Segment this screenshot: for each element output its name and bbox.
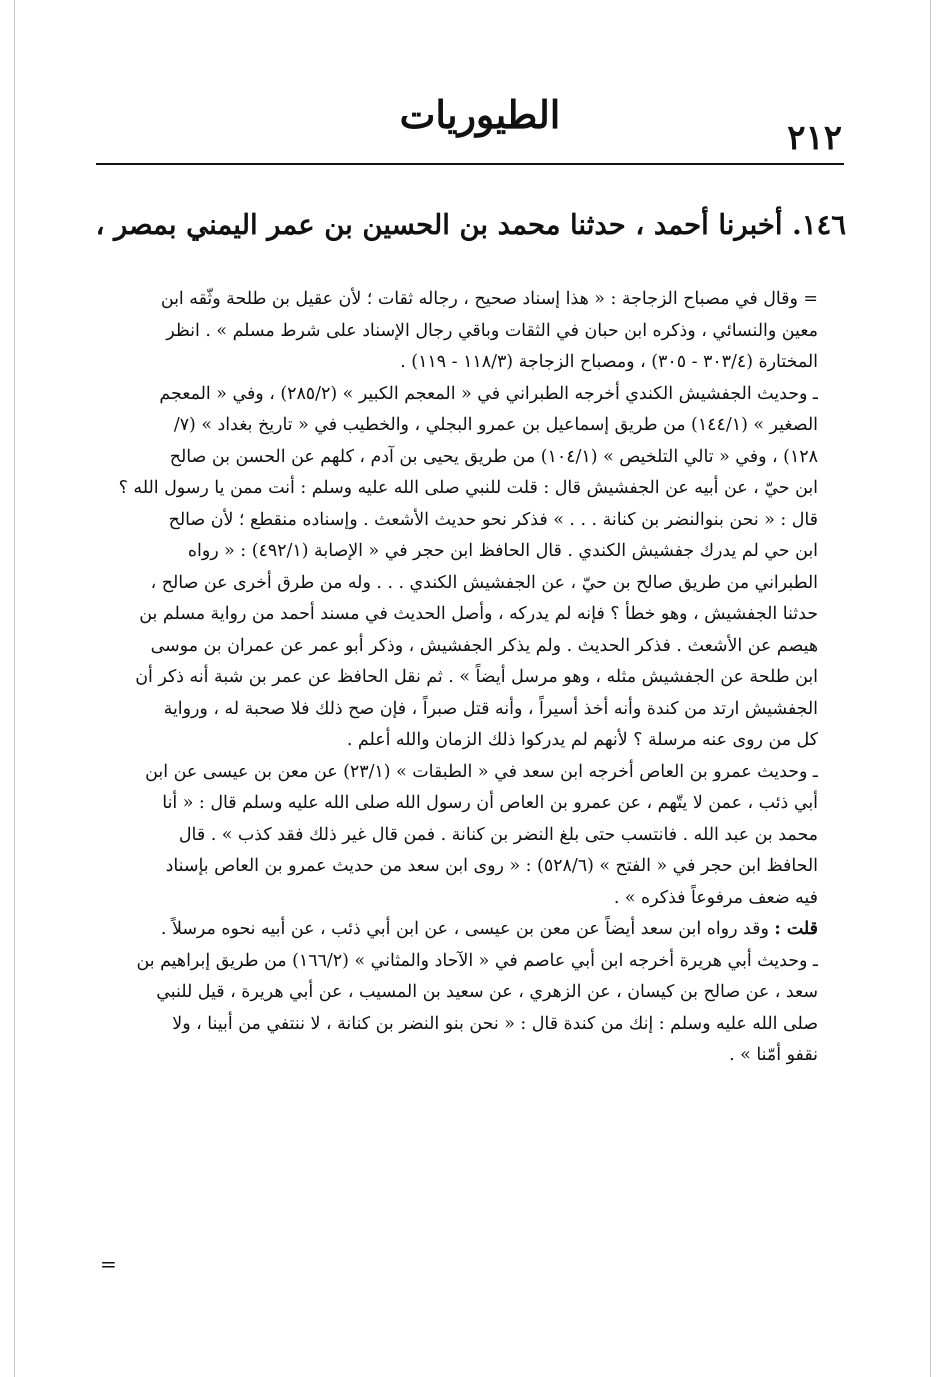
text-line: ابن حي لم يدرك جفشيش الكندي . قال الحافظ ابن حجر في « الإصابة (٤٩٢/١) : « رواه xyxy=(187,541,818,561)
text-line: = وقال في مصباح الزجاجة : « هذا إسناد صحيح ، رجاله ثقات ؛ لأن عقيل بن طلحة وثّقه ابن xyxy=(160,289,818,309)
text-line: محمد بن عبد الله . فانتسب حتى بلغ النضر بن كنانة . فمن قال غير ذلك فقد كذب » . قال xyxy=(178,824,818,845)
text-line: فيه ضعف مرفوعاً فذكره » . xyxy=(613,887,818,908)
text-line: ـ وحديث عمرو بن العاص أخرجه ابن سعد في « الطبقات » (٢٣/١) عن معن بن عيسى عن ابن xyxy=(145,761,818,782)
text-line: الجفشيش ارتد من كندة وأنه أخذ أسيراً ، وأنه قتل صبراً ، فإن صح ذلك فلا صحبة له ، ورواية xyxy=(163,698,818,719)
text-line: هيصم عن الأشعث . فذكر الحديث . ولم يذكر الجفشيش ، وذكر أبو عمر عن عمران بن موسى xyxy=(150,635,818,656)
text-line: الطبراني من طريق صالح بن حيّ ، عن الجفشيش الكندي . . . وله من طرق أخرى عن صالح ، xyxy=(150,572,818,593)
qult-line xyxy=(96,914,818,946)
text-line: ـ وحديث الجفشيش الكندي أخرجه الطبراني في « المعجم الكبير » (٢٨٥/٢) ، وفي « المعجم xyxy=(159,383,818,404)
text-line: صلى الله عليه وسلم : إنك من كندة قال : « نحن بنو النضر بن كنانة ، لا ننتفي من أبينا ، ولا xyxy=(172,1013,818,1034)
header-rule xyxy=(96,163,844,165)
text-line: الصغير » (١٤٤/١) من طريق إسماعيل بن عمرو البجلي ، والخطيب في « تاريخ بغداد » (٧/ xyxy=(173,415,818,435)
text-line: نقفو أمّنا » . xyxy=(729,1045,818,1065)
hadith-heading: ١٤٦. أخبرنا أحمد ، حدثنا محمد بن الحسين بن عمر اليمني بمصر ، xyxy=(95,209,846,241)
footnote-body xyxy=(96,284,818,1072)
text-line: ١٢٨) ، وفي « تالي التلخيص » (١٠٤/١) من طريق يحيى بن آدم ، كلهم عن الحسن بن صالح xyxy=(169,446,818,467)
text-line: حدثنا الجفشيش ، وهو خطأ ؟ فإنه لم يدركه ، وأصل الحديث في مسند أحمد من رواية مسلم بن xyxy=(139,604,818,624)
text-line: قال : « نحن بنوالنضر بن كنانة . . . » فذكر نحو حديث الأشعث . وإسناده منقطع ؛ لأن صالح xyxy=(168,509,818,530)
text-line: ابن حيّ ، عن أبيه عن الجفشيش قال : قلت للنبي صلى الله عليه وسلم : أنت ممن يا رسول الله ؟ xyxy=(118,478,818,498)
text-line: الحافظ ابن حجر في « الفتح » (٥٢٨/٦) : « روى ابن سعد من حديث عمرو بن العاص بإسناد xyxy=(165,856,818,876)
text-line: أبي ذئب ، عمن لا يتّهم ، عن عمرو بن العاص أن رسول الله صلى الله عليه وسلم قال : « أنا xyxy=(162,793,818,813)
page-edge-left xyxy=(14,0,15,1377)
continuation-mark: = xyxy=(100,1252,117,1276)
text-line: المختارة (٣٠٣/٤ - ٣٠٥) ، ومصباح الزجاجة (١١٨/٣ - ١١٩) . xyxy=(400,352,818,372)
page-number: ٢١٢ xyxy=(787,118,842,158)
text-line: كل من روى عنه مرسلة ؟ لأنهم لم يدركوا ذلك الزمان والله أعلم . xyxy=(346,730,818,750)
qult-label: قلت : xyxy=(774,919,818,939)
text-line: معين والنسائي ، وذكره ابن حبان في الثقات وباقي رجال الإسناد على شرط مسلم » . انظر xyxy=(166,320,818,341)
page-edge-right xyxy=(930,0,931,1377)
text-line: سعد ، عن صالح بن كيسان ، عن الزهري ، عن سعيد بن المسيب ، عن أبي هريرة ، قيل للنبي xyxy=(156,982,818,1002)
text-line: ـ وحديث أبي هريرة أخرجه ابن أبي عاصم في « الآحاد والمثاني » (١٦٦/٢) من طريق إبراهيم بن xyxy=(136,950,818,971)
qult-text: وقد رواه ابن سعد أيضاً عن معن بن عيسى ، عن ابن أبي ذئب ، عن أبيه نحوه مرسلاً . xyxy=(160,919,769,939)
text-line: ابن طلحة عن الجفشيش مثله ، وهو مرسل أيضاً » . ثم نقل الحافظ عن عمر بن شبة أنه ذكر أن xyxy=(135,667,818,687)
book-title: الطيوريات xyxy=(399,92,561,137)
